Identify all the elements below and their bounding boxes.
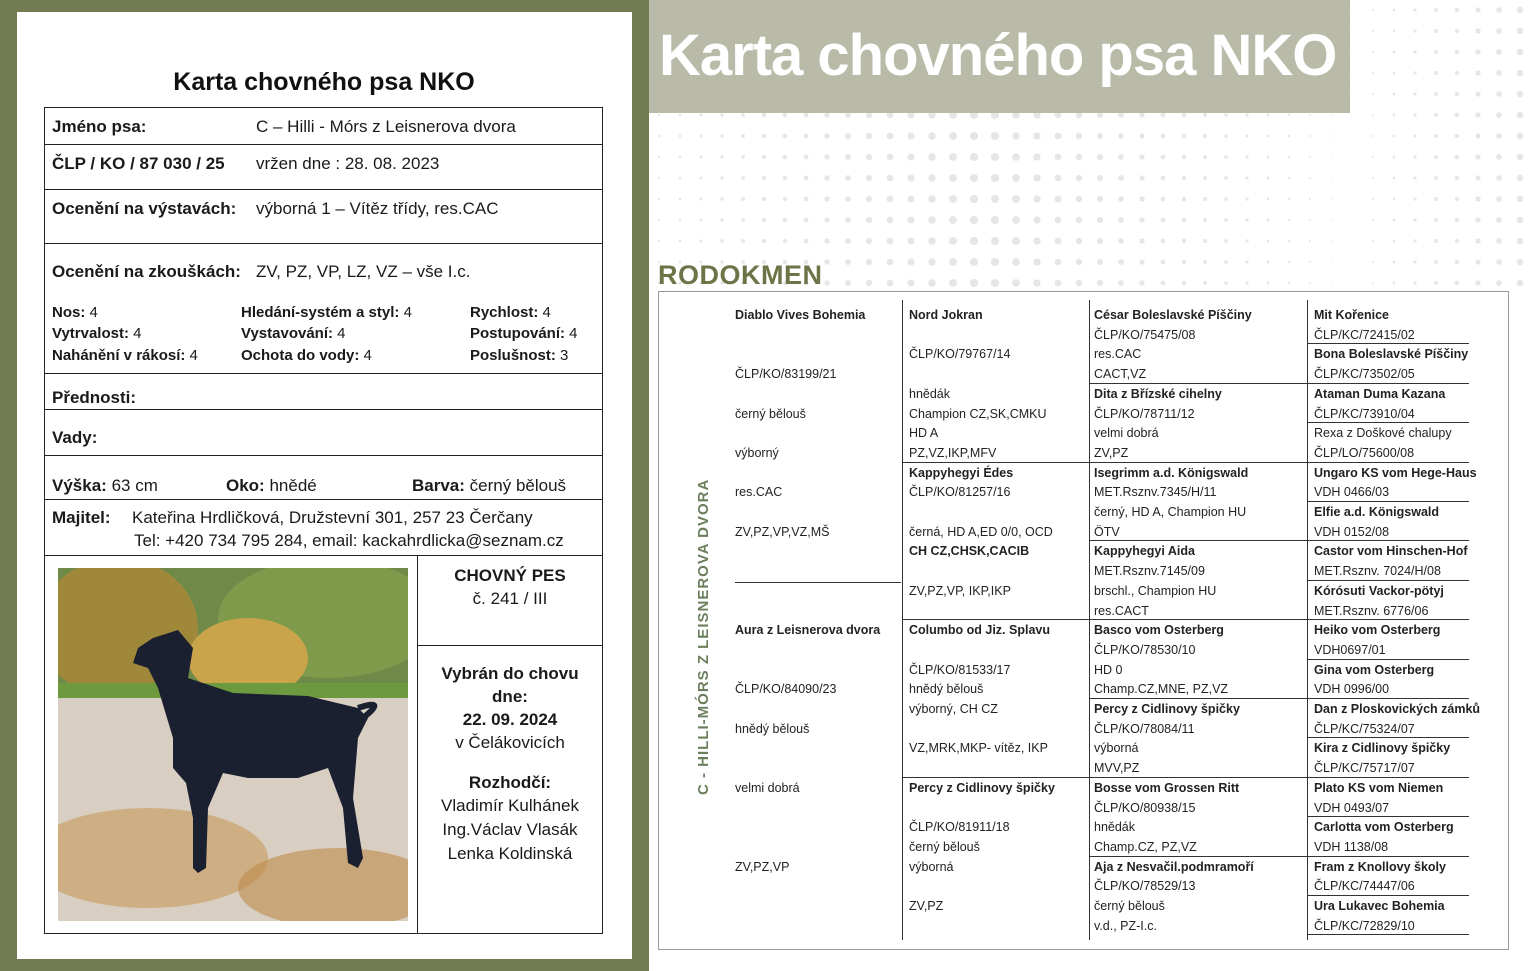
gen4-reg: VDH 0152/08 xyxy=(1314,524,1390,539)
gen4-divider xyxy=(1307,383,1469,384)
dog-photo xyxy=(58,568,408,921)
gen4-name: Mit Kořenice xyxy=(1314,308,1390,322)
gen3-detail: ČLP/KO/78711/12 xyxy=(1094,406,1195,421)
tests-value: ZV, PZ, VP, LZ, VZ – vše I.c. xyxy=(256,262,471,281)
gen3-detail: brschl., Champion HU xyxy=(1094,583,1217,598)
gen2-detail: PZ,VZ,IKP,MFV xyxy=(909,445,997,460)
gen2-detail: hnědý bělouš xyxy=(909,682,984,697)
gen4-reg: MET.Rsznv. 6776/06 xyxy=(1314,603,1429,618)
gen4-name: Fram z Knollovy školy xyxy=(1314,859,1446,874)
gen4-border xyxy=(1307,300,1308,940)
score-value: 4 xyxy=(128,325,142,342)
gen4-divider xyxy=(1307,501,1469,502)
selected-label-2: dne: xyxy=(492,687,528,706)
row-tests xyxy=(45,244,602,374)
gen4-divider xyxy=(1307,934,1469,935)
judge-3: Lenka Koldinská xyxy=(447,844,573,863)
gen4-name: Ataman Duma Kazana xyxy=(1314,386,1446,401)
judge-2: Ing.Václav Vlasák xyxy=(442,820,578,839)
owner-label: Majitel: xyxy=(52,508,111,527)
breeding-status-box xyxy=(418,556,602,646)
score-item xyxy=(241,347,372,364)
dog-photo-image xyxy=(58,568,408,921)
tests-label: Ocenění na zkouškách: xyxy=(52,262,241,281)
gen4-name: Carlotta vom Osterberg xyxy=(1314,820,1454,835)
gen1-name: Diablo Vives Bohemia xyxy=(735,308,866,322)
gen4-name: Plato KS vom Niemen xyxy=(1314,780,1444,795)
gen3-detail: ČLP/KO/78529/13 xyxy=(1094,879,1196,894)
row-name xyxy=(45,108,602,145)
gen2-detail: ČLP/KO/79767/14 xyxy=(909,347,1011,362)
judge-1: Vladimír Kulhánek xyxy=(441,796,579,815)
eye-label: Oko: xyxy=(226,476,265,495)
gen4-reg: ČLP/LO/75600/08 xyxy=(1314,445,1415,460)
gen4-reg: MET.Rsznv. 7024/H/08 xyxy=(1314,564,1441,579)
gen3-detail: Champ.CZ,MNE, PZ,VZ xyxy=(1094,682,1229,697)
gen4-divider xyxy=(1307,777,1469,778)
score-label: Vystavování: xyxy=(241,325,333,342)
card-table xyxy=(44,107,603,934)
height-value: 63 cm xyxy=(111,476,158,495)
gen4-name: Bona Boleslavské Píščiny xyxy=(1314,347,1469,362)
gen1-detail: hnědý bělouš xyxy=(735,721,810,736)
gen1-detail: velmi dobrá xyxy=(735,780,800,795)
score-item xyxy=(470,325,578,342)
score-value: 4 xyxy=(333,325,346,342)
merits-label: Přednosti: xyxy=(52,388,137,407)
selected-place: v Čelákovicích xyxy=(455,733,565,752)
gen4-reg: ČLP/KC/72829/10 xyxy=(1314,918,1415,933)
row-merits xyxy=(45,374,602,410)
gen3-name: Isegrimm a.d. Königswald xyxy=(1094,465,1249,480)
gen3-divider xyxy=(1089,777,1307,778)
gen3-detail: CACT,VZ xyxy=(1094,367,1147,382)
score-value: 4 xyxy=(399,304,412,321)
gen3-detail: černý bělouš xyxy=(1094,899,1165,913)
row-shows xyxy=(45,190,602,244)
owner-contact: Tel: +420 734 795 284, email: kackahrdlicka@seznam.cz xyxy=(134,531,564,550)
eye-value: hnědé xyxy=(269,476,317,495)
score-label: Vytrvalost: xyxy=(52,325,129,342)
gen4-divider xyxy=(1307,580,1469,581)
score-value: 4 xyxy=(538,304,551,321)
gen2-detail: ČLP/KO/81911/18 xyxy=(909,820,1010,835)
score-label: Rychlost: xyxy=(470,304,539,321)
gen4-name: Ura Lukavec Bohemia xyxy=(1314,899,1445,913)
gen3-detail: ZV,PZ xyxy=(1094,445,1129,460)
score-value: 4 xyxy=(85,304,98,321)
gen1-detail: ČLP/KO/83199/21 xyxy=(735,367,837,382)
gen3-detail: HD 0 xyxy=(1094,662,1123,677)
score-value: 4 xyxy=(565,325,578,342)
gen4-name: Ungaro KS vom Hege-Haus xyxy=(1314,465,1477,480)
banner-title: Karta chovného psa NKO xyxy=(659,23,1337,88)
gen2-border xyxy=(902,300,903,940)
shows-value: výborná 1 – Vítěz třídy, res.CAC xyxy=(256,199,499,218)
gen4-divider xyxy=(1307,698,1469,699)
gen4-name: Gina vom Osterberg xyxy=(1314,662,1435,677)
born-value: vržen dne : 28. 08. 2023 xyxy=(256,154,440,173)
photo-section xyxy=(45,556,602,933)
gen3-detail: ČLP/KO/80938/15 xyxy=(1094,800,1196,815)
gen3-detail: ČLP/KO/75475/08 xyxy=(1094,327,1196,342)
score-label: Nos: xyxy=(52,304,86,321)
color-label: Barva: xyxy=(412,476,465,495)
gen4-reg: ČLP/KC/73502/05 xyxy=(1314,367,1415,382)
gen4-reg: ČLP/KC/74447/06 xyxy=(1314,879,1415,894)
gen4-reg: ČLP/KC/75324/07 xyxy=(1314,721,1415,736)
gen2-divider xyxy=(902,619,1094,620)
gen2-detail: výborná xyxy=(909,859,954,874)
gen2-detail: CH CZ,CHSK,CACIB xyxy=(909,544,1030,559)
gen2-name: Percy z Cidlinovy špičky xyxy=(909,780,1055,795)
gen3-detail: res.CAC xyxy=(1094,347,1142,362)
selected-label: Vybrán do chovu xyxy=(441,664,579,683)
row-faults xyxy=(45,410,602,456)
gen4-reg: VDH 0996/00 xyxy=(1314,682,1390,697)
gen4-name: Heiko vom Osterberg xyxy=(1314,623,1441,638)
breeding-number: č. 241 / III xyxy=(472,589,548,608)
gen3-detail: ČLP/KO/78530/10 xyxy=(1094,642,1196,657)
gen2-detail: výborný, CH CZ xyxy=(909,702,998,716)
gen4-reg: VDH 0493/07 xyxy=(1314,800,1390,815)
gen2-detail: černý bělouš xyxy=(909,839,980,854)
pedigree-title: RODOKMEN xyxy=(658,260,823,290)
gen2-detail: ČLP/KO/81257/16 xyxy=(909,485,1011,500)
gen3-detail: ČLP/KO/78084/11 xyxy=(1094,721,1195,736)
gen4-reg: VDH0697/01 xyxy=(1314,642,1386,657)
height-label: Výška: xyxy=(52,476,107,495)
gen3-divider xyxy=(1089,856,1307,857)
breeding-info-panel xyxy=(417,556,602,933)
gen4-name: Rexa z Doškové chalupy xyxy=(1314,426,1452,441)
gen2-detail: ZV,PZ,VP, IKP,IKP xyxy=(909,583,1011,598)
registration-label: ČLP / KO / 87 030 / 25 xyxy=(52,154,225,173)
gen3-name: Dita z Břízské cihelny xyxy=(1094,386,1222,401)
row-owner xyxy=(45,500,602,556)
gen3-detail: velmi dobrá xyxy=(1094,426,1159,441)
gen4-reg: VDH 1138/08 xyxy=(1314,839,1389,854)
gen4-name: Dan z Ploskovických zámků xyxy=(1314,702,1481,716)
gen1-detail: výborný xyxy=(735,445,779,460)
gen3-detail: výborná xyxy=(1094,741,1139,756)
gen3-detail: ÖTV xyxy=(1094,524,1120,539)
shows-label: Ocenění na výstavách: xyxy=(52,199,237,218)
gen2-detail: ČLP/KO/81533/17 xyxy=(909,662,1011,677)
gen3-detail: v.d., PZ-I.c. xyxy=(1094,918,1157,933)
gen2-detail: hnědák xyxy=(909,386,951,401)
score-label: Hledání-systém a styl: xyxy=(241,304,400,321)
gen4-divider xyxy=(1307,856,1469,857)
gen1-detail: ČLP/KO/84090/23 xyxy=(735,682,837,697)
pedigree-table xyxy=(658,291,1509,950)
gen3-detail: MVV,PZ xyxy=(1094,761,1140,776)
faults-label: Vady: xyxy=(52,428,98,447)
gen4-divider xyxy=(1307,816,1469,817)
score-item xyxy=(52,325,142,342)
card-title: Karta chovného psa NKO xyxy=(173,68,475,96)
gen2-name: Kappyhegyi Édes xyxy=(909,465,1014,480)
gen3-name: Bosse vom Grossen Ritt xyxy=(1094,780,1240,795)
gen3-detail: MET.Rsznv.7345/H/11 xyxy=(1094,485,1217,500)
gen3-detail: černý, HD A, Champion HU xyxy=(1094,505,1247,519)
gen3-name: Aja z Nesvačil.podmramoří xyxy=(1094,859,1254,874)
gen1-detail: ZV,PZ,VP,VZ,MŠ xyxy=(735,524,830,539)
gen4-divider xyxy=(1307,619,1469,620)
gen2-detail: černá, HD A,ED 0/0, OCD xyxy=(909,524,1053,539)
gen3-border xyxy=(1089,300,1090,940)
gen2-divider xyxy=(902,777,1094,778)
gen3-divider xyxy=(1089,462,1307,463)
pedigree-dog-name: C - HILLI-MÓRS Z LEISNEROVA DVORA xyxy=(695,478,712,795)
color-value: černý bělouš xyxy=(469,476,567,495)
gen2-detail: HD A xyxy=(909,426,939,441)
gen4-name: Castor vom Hinschen-Hof xyxy=(1314,544,1468,559)
score-item xyxy=(241,304,412,321)
gen4-divider xyxy=(1307,540,1469,541)
gen1-name: Aura z Leisnerova dvora xyxy=(735,623,881,638)
gen1-detail: černý bělouš xyxy=(735,406,806,421)
gen4-divider xyxy=(1307,462,1469,463)
gen4-divider xyxy=(1307,737,1469,738)
score-item xyxy=(52,347,198,364)
gen3-detail: MET.Rsznv.7145/09 xyxy=(1094,564,1205,579)
score-value: 4 xyxy=(185,347,198,364)
owner-address: Kateřina Hrdličková, Družstevní 301, 257 23 Čerčany xyxy=(132,508,533,527)
gen3-divider xyxy=(1089,383,1307,384)
score-label: Poslušnost: xyxy=(470,347,556,364)
gen3-divider xyxy=(1089,619,1307,620)
score-item xyxy=(241,325,346,342)
gen4-divider xyxy=(1307,659,1469,660)
gen4-name: Kira z Cidlinovy špičky xyxy=(1314,741,1451,756)
gen4-name: Kórósuti Vackor-pötyj xyxy=(1314,583,1444,598)
score-value: 4 xyxy=(359,347,372,364)
judges-label: Rozhodčí: xyxy=(468,773,552,792)
gen1-divider xyxy=(735,582,901,583)
gen3-divider xyxy=(1089,540,1307,541)
gen4-divider xyxy=(1307,422,1469,423)
gen3-name: César Boleslavské Píščiny xyxy=(1094,308,1252,322)
gen4-reg: ČLP/KC/72415/02 xyxy=(1314,327,1415,342)
name-value: C – Hilli - Mórs z Leisnerova dvora xyxy=(256,117,516,136)
breeding-title: CHOVNÝ PES xyxy=(454,566,566,585)
gen2-detail: Champion CZ,SK,CMKU xyxy=(909,406,1047,421)
gen4-reg: VDH 0466/03 xyxy=(1314,485,1390,500)
gen4-divider xyxy=(1307,895,1469,896)
selected-date: 22. 09. 2024 xyxy=(462,710,558,729)
gen3-divider xyxy=(1089,698,1307,699)
gen4-name: Elfie a.d. Königswald xyxy=(1314,505,1440,519)
gen2-detail: ZV,PZ xyxy=(909,899,944,913)
score-label: Ochota do vody: xyxy=(241,347,360,364)
score-label: Nahánění v rákosí: xyxy=(52,347,186,364)
gen3-name: Percy z Cidlinovy špičky xyxy=(1094,702,1240,716)
gen3-name: Basco vom Osterberg xyxy=(1094,623,1224,638)
gen2-name: Nord Jokran xyxy=(909,308,983,322)
gen3-name: Kappyhegyi Aida xyxy=(1094,544,1195,559)
gen3-detail: Champ.CZ, PZ,VZ xyxy=(1094,839,1197,854)
row-physical xyxy=(45,456,602,500)
score-label: Postupování: xyxy=(470,325,566,342)
gen4-reg: ČLP/KC/73910/04 xyxy=(1314,406,1415,421)
name-label: Jméno psa: xyxy=(52,117,147,136)
score-item xyxy=(52,304,98,321)
gen2-divider xyxy=(902,462,1094,463)
score-value: 3 xyxy=(555,347,569,364)
gen3-detail: hnědák xyxy=(1094,820,1136,835)
gen4-divider xyxy=(1307,343,1469,344)
gen2-detail: VZ,MRK,MKP- vítěz, IKP xyxy=(909,741,1048,756)
row-registration xyxy=(45,145,602,190)
gen4-reg: ČLP/KC/75717/07 xyxy=(1314,761,1415,776)
gen3-detail: res.CACT xyxy=(1094,603,1149,618)
score-item xyxy=(470,304,551,321)
gen2-name: Columbo od Jiz. Splavu xyxy=(909,623,1050,638)
gen1-detail: res.CAC xyxy=(735,485,783,500)
title-banner xyxy=(649,0,1350,113)
score-item xyxy=(470,347,568,364)
gen1-detail: ZV,PZ,VP xyxy=(735,859,790,874)
